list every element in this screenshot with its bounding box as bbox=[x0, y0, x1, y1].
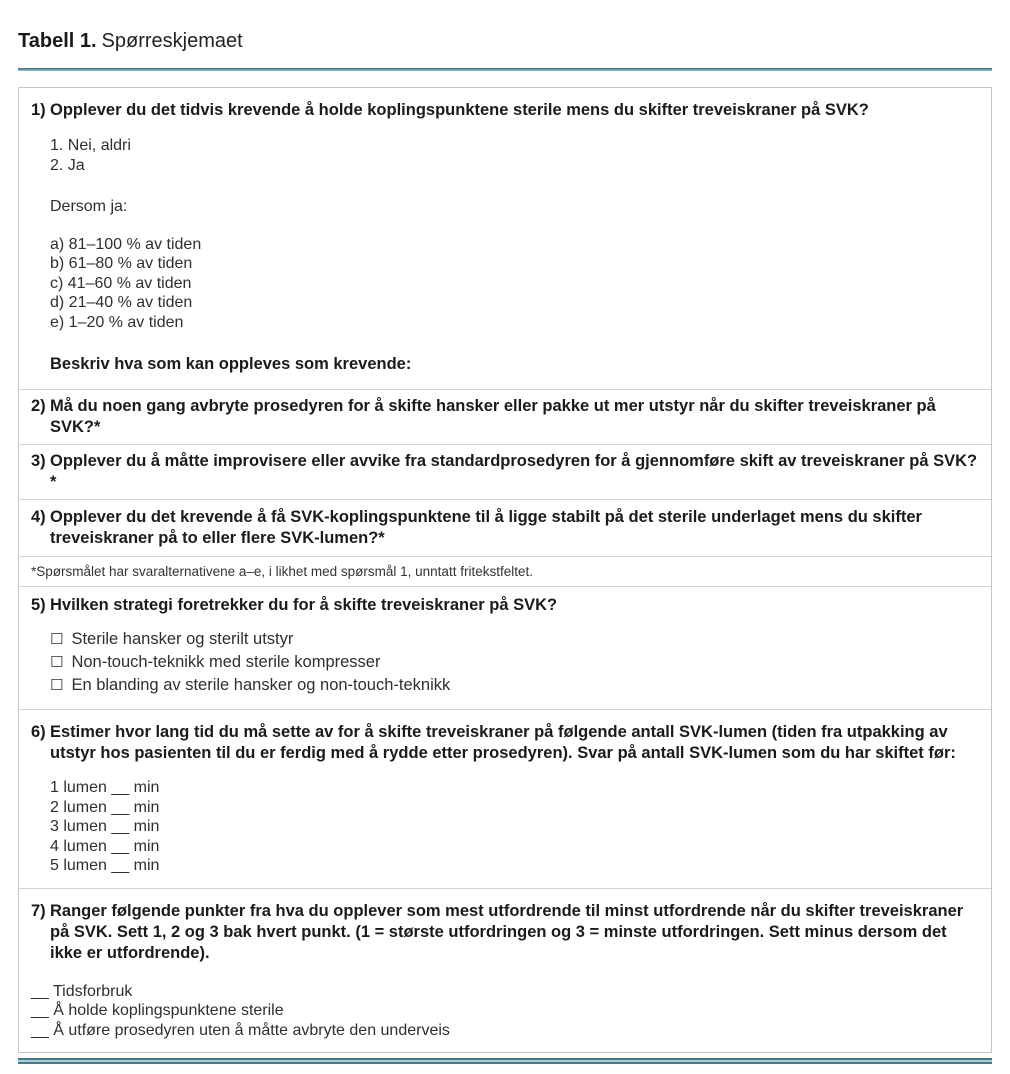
question-3-row bbox=[19, 445, 991, 500]
question-5-title bbox=[31, 595, 979, 616]
top-rule bbox=[18, 68, 992, 71]
checkbox-option bbox=[50, 628, 979, 651]
question-6-title bbox=[31, 722, 979, 764]
checkbox-label: En blanding av sterile hansker og non-touch-teknikk bbox=[71, 676, 451, 694]
question-6-row bbox=[19, 710, 991, 889]
question-1-text: Opplever du det tidvis krevende å holde koplingspunktene sterile mens du skifter treveiskraner på SVK? bbox=[50, 101, 869, 119]
question-7-title bbox=[31, 901, 979, 964]
question-5-text: Hvilken strategi foretrekker du for å skifte treveiskraner på SVK? bbox=[50, 596, 558, 614]
frequency-option: d) 21–40 % av tiden bbox=[50, 294, 193, 311]
checkbox-icon: ☐ bbox=[50, 677, 64, 694]
question-5-checkbox-options bbox=[50, 628, 979, 697]
question-1-frequency-options bbox=[50, 235, 979, 333]
question-1-conditional-label: Dersom ja: bbox=[50, 198, 128, 215]
time-estimate-item: 3 lumen __ min bbox=[50, 818, 160, 835]
checkbox-label: Non-touch-teknikk med sterile kompresser bbox=[71, 653, 381, 671]
question-4-row bbox=[19, 500, 991, 557]
question-7-rank-items bbox=[31, 982, 979, 1041]
time-estimate-item: 1 lumen __ min bbox=[50, 779, 160, 796]
footnote-row bbox=[19, 557, 991, 587]
question-2-number: 2) bbox=[31, 397, 46, 415]
question-3-number: 3) bbox=[31, 452, 46, 470]
frequency-option: b) 61–80 % av tiden bbox=[50, 255, 193, 272]
question-3-title bbox=[31, 451, 979, 493]
question-2-row bbox=[19, 390, 991, 445]
question-6-time-items bbox=[50, 778, 979, 876]
question-1-title bbox=[31, 100, 979, 121]
table-caption bbox=[18, 28, 992, 54]
answer-option: 1. Nei, aldri bbox=[50, 137, 131, 154]
question-7-row bbox=[19, 889, 991, 1053]
question-1-number: 1) bbox=[31, 101, 46, 119]
question-4-text: Opplever du det krevende å få SVK-koplingspunktene til å ligge stabilt på det sterile underlaget mens du skifter treveiskraner på to eller flere SVK-lumen?* bbox=[50, 508, 922, 547]
question-2-title bbox=[31, 396, 979, 438]
rank-item: __ Å utføre prosedyren uten å måtte avbryte den underveis bbox=[31, 1021, 450, 1039]
question-1-answer-options bbox=[50, 136, 979, 175]
question-1-free-text-prompt: Beskriv hva som kan oppleves som krevende: bbox=[50, 355, 412, 373]
checkbox-option bbox=[50, 651, 979, 674]
checkbox-label: Sterile hansker og sterilt utstyr bbox=[71, 630, 294, 648]
time-estimate-item: 2 lumen __ min bbox=[50, 798, 160, 816]
question-1-row bbox=[19, 88, 991, 390]
bottom-rule bbox=[18, 1058, 992, 1064]
checkbox-icon: ☐ bbox=[50, 631, 64, 648]
rank-item: __ Tidsforbruk bbox=[31, 982, 133, 1000]
question-7-text: Ranger følgende punkter fra hva du opplever som mest utfordrende til minst utfordrende når du skifter treveiskraner på SVK. Sett 1, 2 og 3 bak hvert punkt. (1 = største utfordringen og 3 = minste utfordringen. Sett minus dersom det ikke er utfordrende). bbox=[50, 901, 964, 962]
question-6-text: Estimer hvor lang tid du må sette av for å skifte treveiskraner på følgende antall SVK-lumen (tiden fra utpakking av utstyr hos pasienten til du er ferdig med å rydde etter prosedyren). Svar på antall SVK-lumen som du har skiftet før: bbox=[50, 723, 956, 762]
table-caption-title: Spørreskjemaet bbox=[101, 30, 243, 52]
questionnaire-table bbox=[18, 87, 992, 1053]
question-5-number: 5) bbox=[31, 596, 46, 614]
rank-item: __ Å holde koplingspunktene sterile bbox=[31, 1002, 284, 1019]
checkbox-icon: ☐ bbox=[50, 654, 64, 671]
question-4-number: 4) bbox=[31, 508, 46, 526]
checkbox-option bbox=[50, 674, 979, 697]
footnote-text: *Spørsmålet har svaralternativene a–e, i likhet med spørsmål 1, unntatt fritekstfeltet. bbox=[31, 564, 533, 579]
question-2-text: Må du noen gang avbryte prosedyren for å skifte hansker eller pakke ut mer utstyr når du skifter treveiskraner på SVK?* bbox=[50, 397, 936, 436]
time-estimate-item: 4 lumen __ min bbox=[50, 837, 160, 855]
frequency-option: c) 41–60 % av tiden bbox=[50, 274, 192, 292]
frequency-option: e) 1–20 % av tiden bbox=[50, 313, 184, 331]
question-3-text: Opplever du å måtte improvisere eller avvike fra standardprosedyren for å gjennomføre skift av treveiskraner på SVK?* bbox=[50, 452, 978, 491]
answer-option: 2. Ja bbox=[50, 156, 85, 174]
question-7-number: 7) bbox=[31, 901, 46, 920]
question-5-row bbox=[19, 587, 991, 710]
question-4-title bbox=[31, 507, 979, 549]
table-caption-number: Tabell 1. bbox=[18, 30, 97, 52]
time-estimate-item: 5 lumen __ min bbox=[50, 857, 160, 874]
question-6-number: 6) bbox=[31, 723, 46, 741]
frequency-option: a) 81–100 % av tiden bbox=[50, 235, 202, 253]
